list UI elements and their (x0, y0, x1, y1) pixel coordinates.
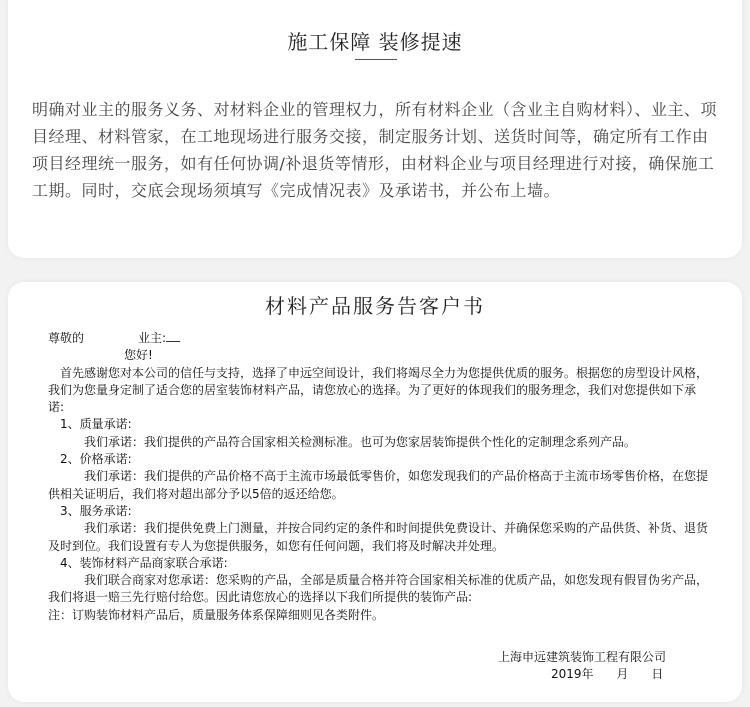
salutation (48, 330, 712, 347)
construction-guarantee-card (8, 0, 742, 258)
service-title: 3、服务承诺: (60, 503, 132, 518)
notice-title: 材料产品服务告客户书 (265, 294, 485, 318)
section-title: 施工保障 装修提速 (287, 30, 463, 54)
service-body: 我们承诺：我们提供免费上门测量，并按合同约定的条件和时间提供免费设计、并确保您采购的产品供货、补货、退货及时到位。我们设置有专人为您提供服务，如您有任何问题，我们将及时解决并处理。 (48, 521, 709, 553)
joint-body: 我们联合商家对您承诺：您采购的产品，全部是质量合格并符合国家相关标准的优质产品，如您发现有假冒伪劣产品，我们将退一赔三先行赔付给您。因此请您放心的选择以下我们所提供的装饰产品: (48, 573, 709, 605)
price-body: 我们承诺：我们提供的产品价格不高于主流市场最低零售价，如您发现我们的产品价格高于主流市场零售价格，在您提供相关证明后，我们将对超出部分予以5倍的返还给您。 (48, 469, 709, 501)
greeting: 您好! (124, 348, 153, 363)
customer-notice-card (8, 282, 742, 702)
joint-title: 4、装饰材料产品商家联合承诺: (60, 555, 228, 570)
salutation-suffix: 业主: (138, 331, 167, 345)
salutation-blank-line (166, 341, 180, 342)
notice-letter (48, 330, 712, 624)
quality-body: 我们承诺：我们提供的产品符合国家相关检测标准。也可为您家居装饰提供个性化的定制理念系列产品。 (84, 434, 637, 449)
signature-date: 2019年 月 日 (551, 667, 664, 681)
section-body: 明确对业主的服务义务、对材料企业的管理权力，所有材料企业（含业主自购材料）、业主、项目经理、材料管家，在工地现场进行服务交接，制定服务计划、送货时间等，确定所有工作由项目经理统一服务，如有任何协调/补退货等情形，由材料企业与项目经理进行对接，确保施工工期。同时，交底会现场须填写《完成情况表》及承诺书，并公布上墙。 (32, 100, 718, 200)
price-title: 2、价格承诺: (60, 452, 132, 467)
quality-title: 1、质量承诺: (60, 417, 132, 432)
intro-paragraph: 首先感谢您对本公司的信任与支持，选择了申远空间设计，我们将竭尽全力为您提供优质的服务。根据您的房型设计风格，我们为您量身定制了适合您的居室装饰材料产品，请您放心的选择。为了更好的体现我们的服务理念，我们对您提供如下承诺: (48, 365, 709, 415)
company-signature: 上海申远建筑装饰工程有限公司 (498, 650, 667, 664)
note-line: 注：订购装饰材料产品后，质量服务体系保障细则见各类附件。 (48, 607, 385, 622)
salutation-prefix: 尊敬的 (48, 331, 85, 345)
title-underline (355, 59, 397, 60)
